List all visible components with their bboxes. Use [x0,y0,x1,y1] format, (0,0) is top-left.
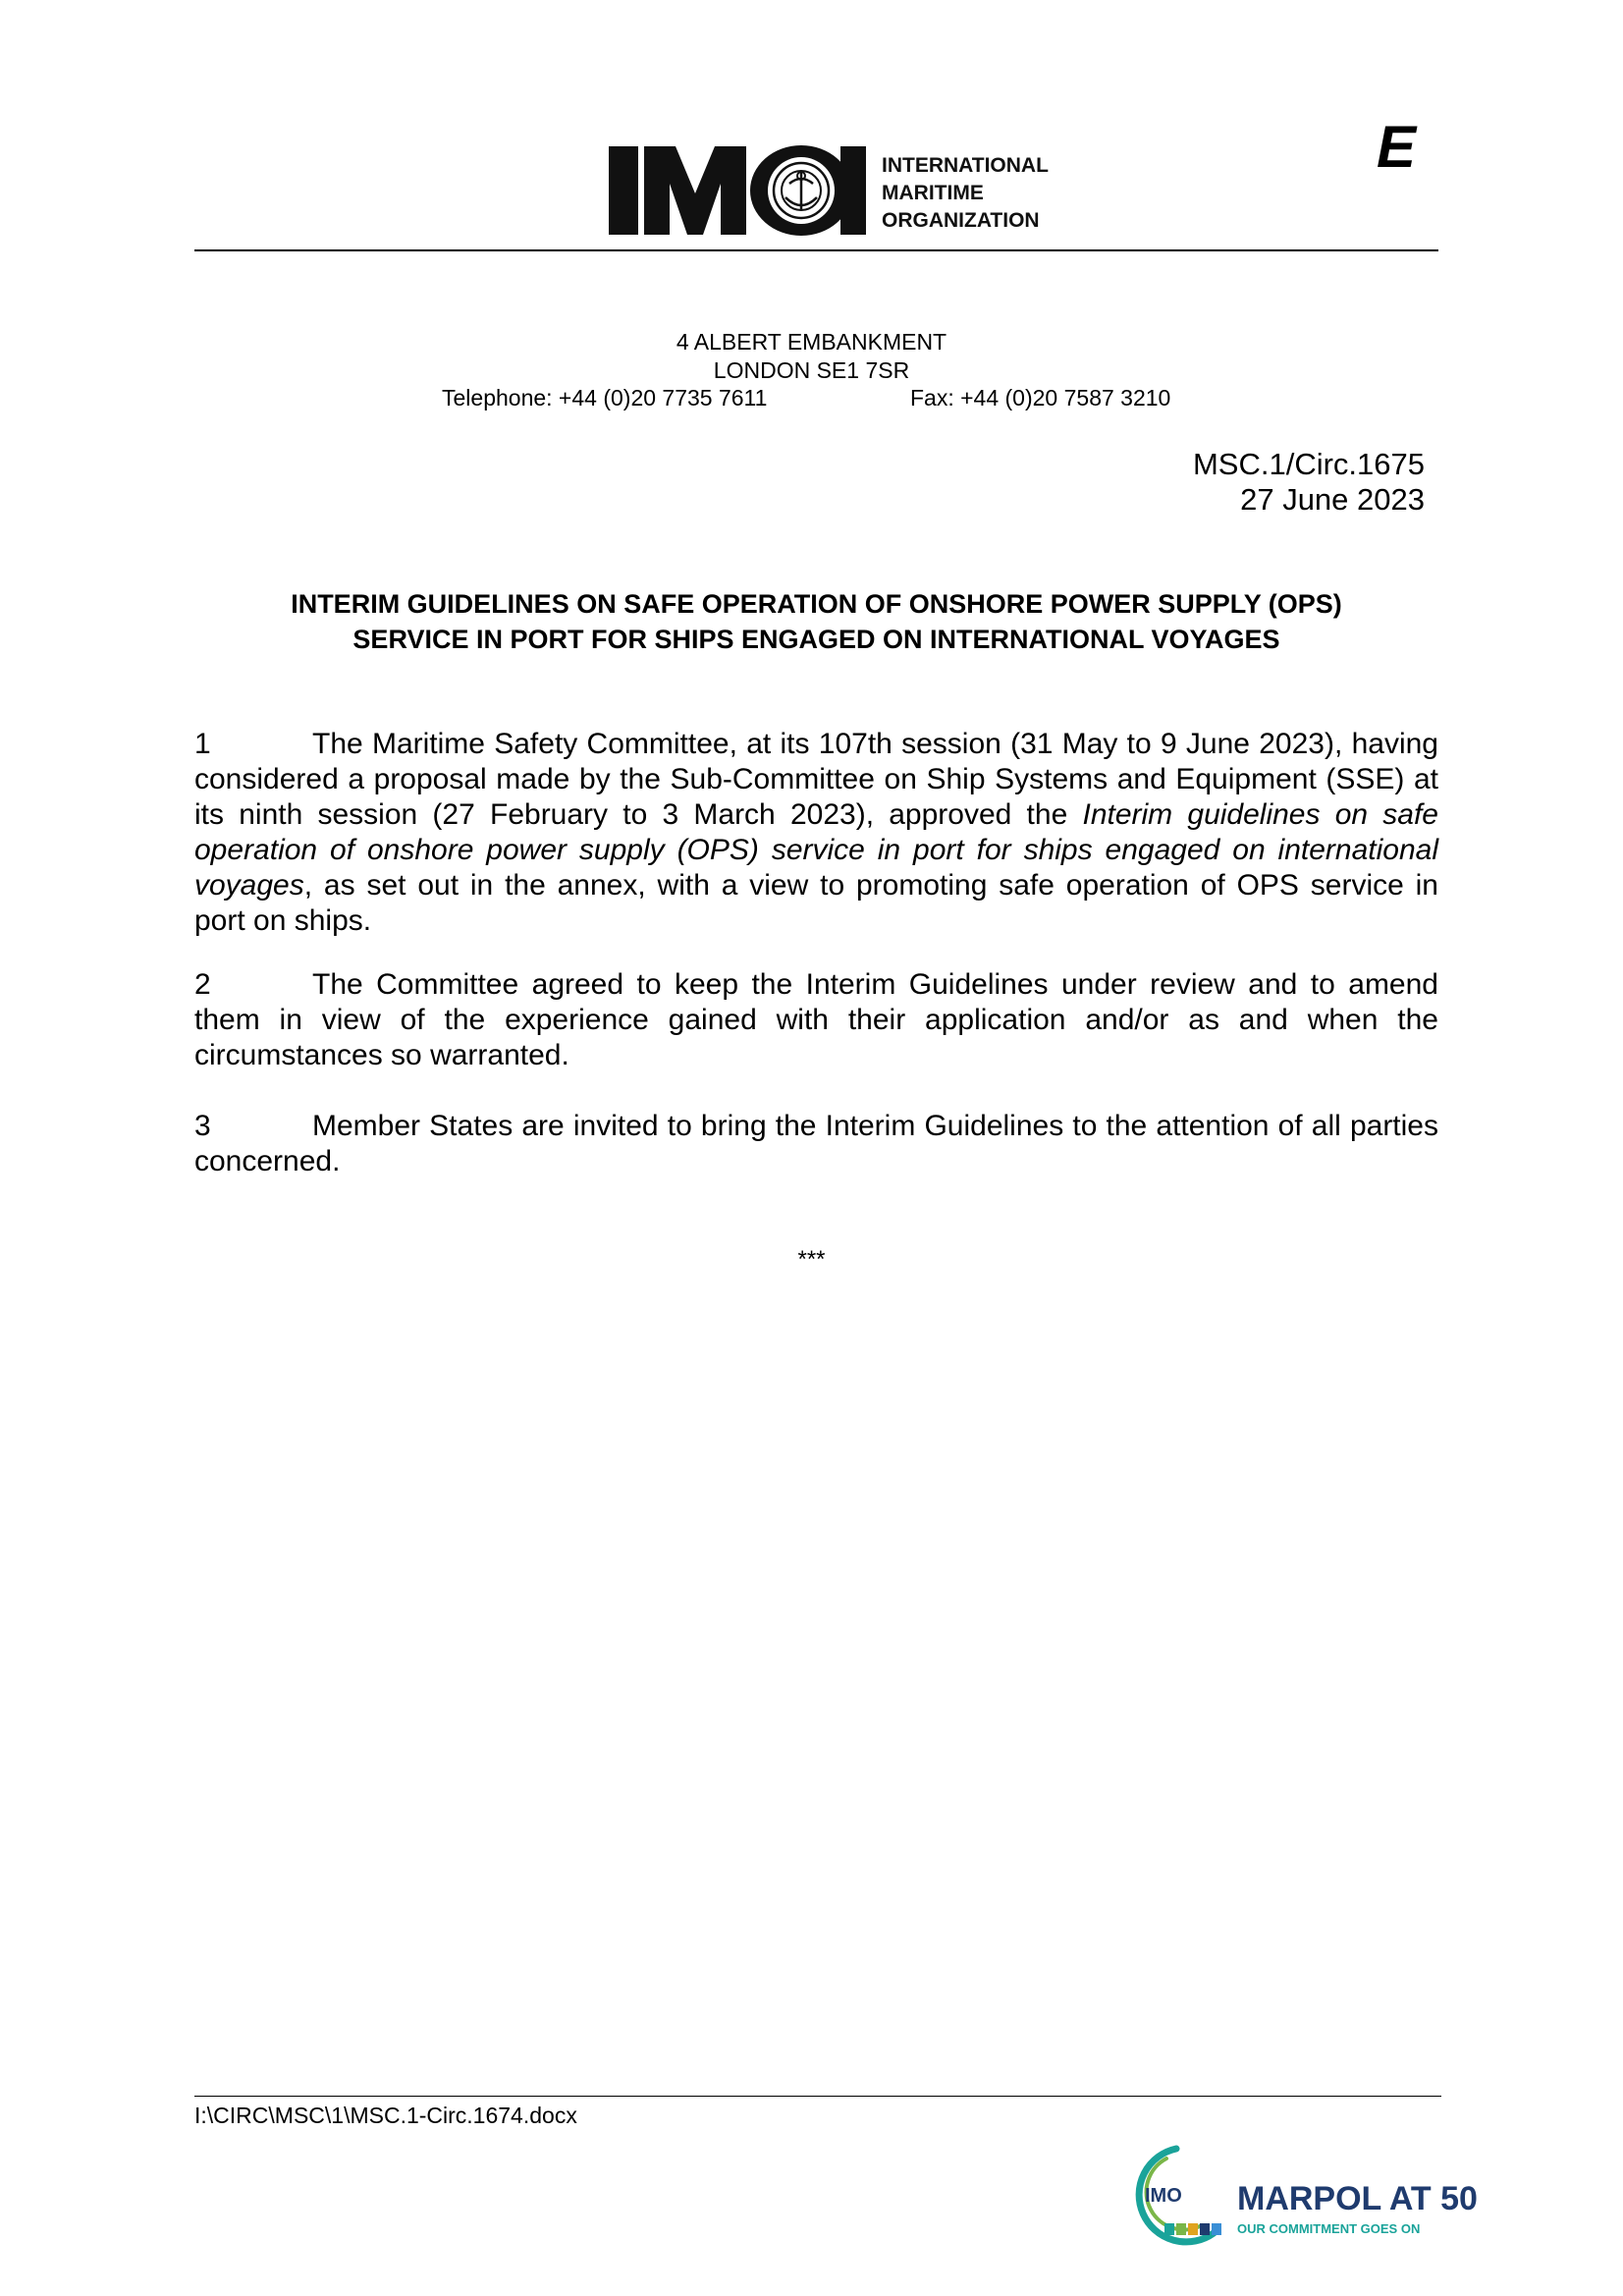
address-contact [442,384,1325,412]
document-reference: MSC.1/Circ.1675 [1192,447,1425,481]
document-date: 27 June 2023 [1240,482,1425,517]
address-line-2: LONDON SE1 7SR [713,357,910,383]
marpol-at-50-logo [1108,2135,1478,2253]
address-line-1: 4 ALBERT EMBANKMENT [676,329,947,355]
document-title [194,586,1438,657]
telephone: Telephone: +44 (0)20 7735 7611 [442,385,768,410]
org-name-line-2: MARITIME [882,182,984,204]
header-rule [194,249,1438,251]
guidelines-title-italic: Interim guidelines on safe operation of onshore power supply (OPS) service in port for ships engaged on international voyages [194,798,1438,902]
fax: Fax: +44 (0)20 7587 3210 [910,385,1171,410]
title-line-2: SERVICE IN PORT FOR SHIPS ENGAGED ON INTERNATIONAL VOYAGES [352,625,1280,654]
paragraph-text: The Maritime Safety Committee, at its 107th session (31 May to 9 June 2023), having considered a proposal made by the Sub-Committee on Ship Systems and Equipment (SSE) at its ninth session (27 February to 3 March 2023), approved the [194,728,1438,831]
footer-file-path: I:\CIRC\MSC\1\MSC.1-Circ.1674.docx [194,2103,577,2128]
paragraph-2 [194,967,1438,1073]
paragraph-1 [194,727,1438,939]
paragraph-text-end: , as set out in the annex, with a view to promoting safe operation of OPS service in port on ships. [194,869,1438,937]
footer-rule [194,2096,1441,2097]
org-name-line-1: INTERNATIONAL [882,154,1049,177]
language-mark: E [1377,114,1417,180]
paragraph-number: 1 [194,728,211,760]
marpol-title: MARPOL AT 50 [1237,2180,1478,2217]
paragraph-text: The Committee agreed to keep the Interim Guidelines under review and to amend them in view of the experience gained with their application and/or as and when the circumstances so warranted. [194,968,1438,1071]
section-separator: *** [797,1246,826,1273]
paragraph-number: 3 [194,1110,211,1142]
marpol-badge: IMO [1145,2185,1182,2207]
paragraph-3 [194,1109,1438,1179]
paragraph-number: 2 [194,968,211,1001]
org-name-line-3: ORGANIZATION [882,209,1040,232]
title-line-1: INTERIM GUIDELINES ON SAFE OPERATION OF ONSHORE POWER SUPPLY (OPS) [291,589,1342,619]
imo-logo [609,144,1080,239]
marpol-subtitle: OUR COMMITMENT GOES ON [1237,2221,1421,2236]
paragraph-text: Member States are invited to bring the Interim Guidelines to the attention of all parties concerned. [194,1110,1438,1177]
